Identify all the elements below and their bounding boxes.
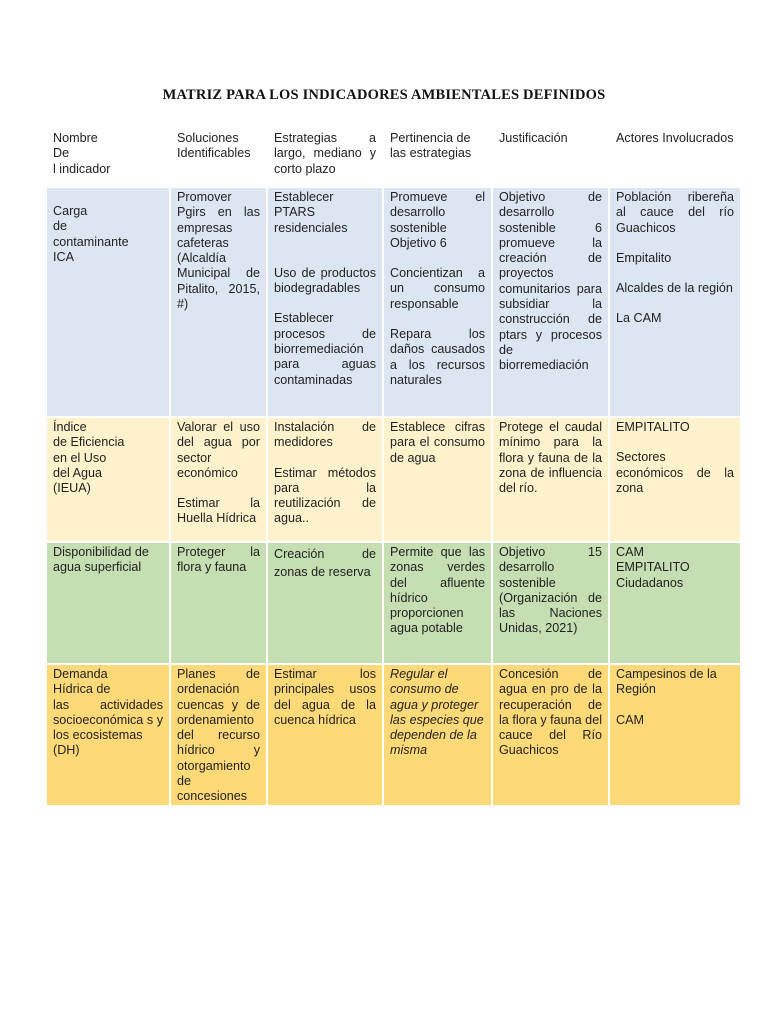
cell-paragraph: Concientizan a un consumo responsable: [390, 266, 485, 311]
cell-paragraph: EMPITALITO: [616, 560, 690, 575]
cell-paragraph: Establece cifras para el consumo de agua: [390, 420, 485, 465]
cell-paragraph: Proteger la flora y fauna: [177, 545, 260, 575]
header-indicator-line: l indicador: [53, 161, 111, 176]
cell-paragraph: Permite que las zonas verdes del afluente hídrico proporcionen agua potable: [390, 545, 485, 636]
cell-paragraph: Población ribereña al cauce del río Guachicos: [616, 190, 734, 235]
cell-paragraph: Promover Pgirs en las empresas cafeteras (Alcaldía Municipal de Pitalito, 2015, #): [177, 190, 260, 312]
indicator-line: las actividades socioeconómica s y los ecosistemas: [53, 697, 163, 743]
cell-paragraph: Estimar métodos para la reutilización de agua..: [274, 465, 376, 526]
actores-cell: [609, 542, 740, 664]
table-row: [47, 417, 740, 542]
actores-cell: [609, 187, 740, 417]
indicator-line: Disponibilidad de agua superficial: [53, 545, 149, 575]
actores-cell: [609, 417, 740, 542]
soluciones-cell: [170, 664, 267, 806]
header-cell-pertinencia: [383, 128, 492, 187]
cell-paragraph: La CAM: [616, 311, 662, 326]
justificacion-cell: [492, 417, 609, 542]
cell-paragraph: Regular el consumo de agua y proteger las especies que dependen de la misma: [390, 667, 484, 758]
header-soluciones-text: Soluciones Identificables: [177, 131, 251, 161]
table-row: [47, 187, 740, 417]
header-estrategias-text: Estrategias a largo, mediano y corto plazo: [274, 131, 376, 176]
cell-paragraph: Objetivo 15 desarrollo sostenible (Organización de las Naciones Unidas, 2021): [499, 545, 602, 636]
pertinencia-cell: [383, 187, 492, 417]
indicator-line: del Agua: [53, 465, 103, 480]
cell-paragraph: Concesión de agua en pro de la recuperación de la flora y fauna del cauce del Río Guachicos: [499, 667, 602, 758]
estrategias-cell: [267, 542, 383, 664]
indicator-line: Hídrica de: [53, 682, 111, 697]
soluciones-cell: [170, 542, 267, 664]
header-pertinencia-text: Pertinencia de las estrategias: [390, 131, 472, 161]
table-row: [47, 664, 740, 806]
cell-paragraph: Sectores económicos de la zona: [616, 450, 734, 495]
indicators-matrix-table: [47, 128, 740, 807]
justificacion-cell: [492, 664, 609, 806]
indicator-cell: [47, 417, 170, 542]
cell-paragraph: Instalación de medidores: [274, 420, 376, 450]
header-cell-indicator: [47, 128, 170, 187]
header-indicator-line: Nombre: [53, 131, 98, 145]
header-cell-soluciones: [170, 128, 267, 187]
header-cell-estrategias: [267, 128, 383, 187]
soluciones-cell: [170, 417, 267, 542]
indicator-line: en el Uso: [53, 450, 107, 465]
indicator-line: Carga: [53, 204, 88, 218]
header-cell-actores: [609, 128, 740, 187]
indicator-line: (IEUA): [53, 481, 91, 496]
cell-paragraph: Empitalito: [616, 250, 672, 265]
table-row: [47, 542, 740, 664]
cell-paragraph: Valorar el uso del agua por sector económico: [177, 420, 260, 480]
indicator-line: Demanda: [53, 667, 108, 681]
header-cell-justificacion: [492, 128, 609, 187]
document-title: MATRIZ PARA LOS INDICADORES AMBIENTALES DEFINIDOS: [162, 87, 606, 103]
cell-paragraph: EMPITALITO: [616, 420, 690, 434]
indicator-line: de: [53, 219, 68, 234]
indicator-line: de Eficiencia: [53, 435, 125, 450]
cell-paragraph: Estimar los principales usos del agua de la cuenca hídrica: [274, 667, 376, 727]
indicator-cell: [47, 542, 170, 664]
indicator-cell: [47, 187, 170, 417]
cell-paragraph: Promueve el desarrollo sostenible Objetivo 6: [390, 190, 485, 250]
estrategias-cell: [267, 664, 383, 806]
cell-paragraph: Estimar la Huella Hídrica: [177, 496, 260, 526]
actores-cell: [609, 664, 740, 806]
indicator-line: ICA: [53, 249, 74, 264]
cell-paragraph: Campesinos de la Región: [616, 667, 717, 697]
header-indicator-line: De: [53, 146, 70, 161]
header-actores-text: Actores Involucrados: [616, 131, 734, 145]
pertinencia-cell: [383, 417, 492, 542]
table-header-row: [47, 128, 740, 187]
cell-paragraph: CAM: [616, 712, 644, 727]
justificacion-cell: [492, 187, 609, 417]
cell-paragraph: Protege el caudal mínimo para la flora y fauna de la zona de influencia del río.: [499, 420, 602, 496]
cell-paragraph: Establecer procesos de biorremediación para aguas contaminadas: [274, 311, 376, 387]
indicator-line: (DH): [53, 743, 80, 758]
justificacion-cell: [492, 542, 609, 664]
estrategias-cell: [267, 187, 383, 417]
cell-paragraph: Establecer PTARS residenciales: [274, 190, 348, 235]
indicator-line: contaminante: [53, 234, 129, 249]
pertinencia-cell: [383, 542, 492, 664]
pertinencia-cell: [383, 664, 492, 806]
cell-paragraph: Creación de zonas de reserva: [274, 547, 376, 579]
cell-paragraph: Planes de ordenación cuencas y de ordenamiento del recurso hídrico y otorgamiento de concesiones: [177, 667, 260, 804]
cell-paragraph: Ciudadanos: [616, 575, 684, 590]
cell-paragraph: Objetivo de desarrollo sostenible 6 promueve la creación de proyectos comunitarios para subsidiar la construcción de ptars y procesos de biorremediación: [499, 190, 602, 373]
cell-paragraph: CAM: [616, 545, 644, 559]
cell-paragraph: Repara los daños causados a los recursos naturales: [390, 327, 485, 387]
cell-paragraph: Uso de productos biodegradables: [274, 265, 376, 296]
estrategias-cell: [267, 417, 383, 542]
soluciones-cell: [170, 187, 267, 417]
indicator-line: Índice: [53, 420, 87, 434]
cell-paragraph: Alcaldes de la región: [616, 281, 733, 296]
indicator-cell: [47, 664, 170, 806]
header-justificacion-text: Justificación: [499, 131, 568, 145]
